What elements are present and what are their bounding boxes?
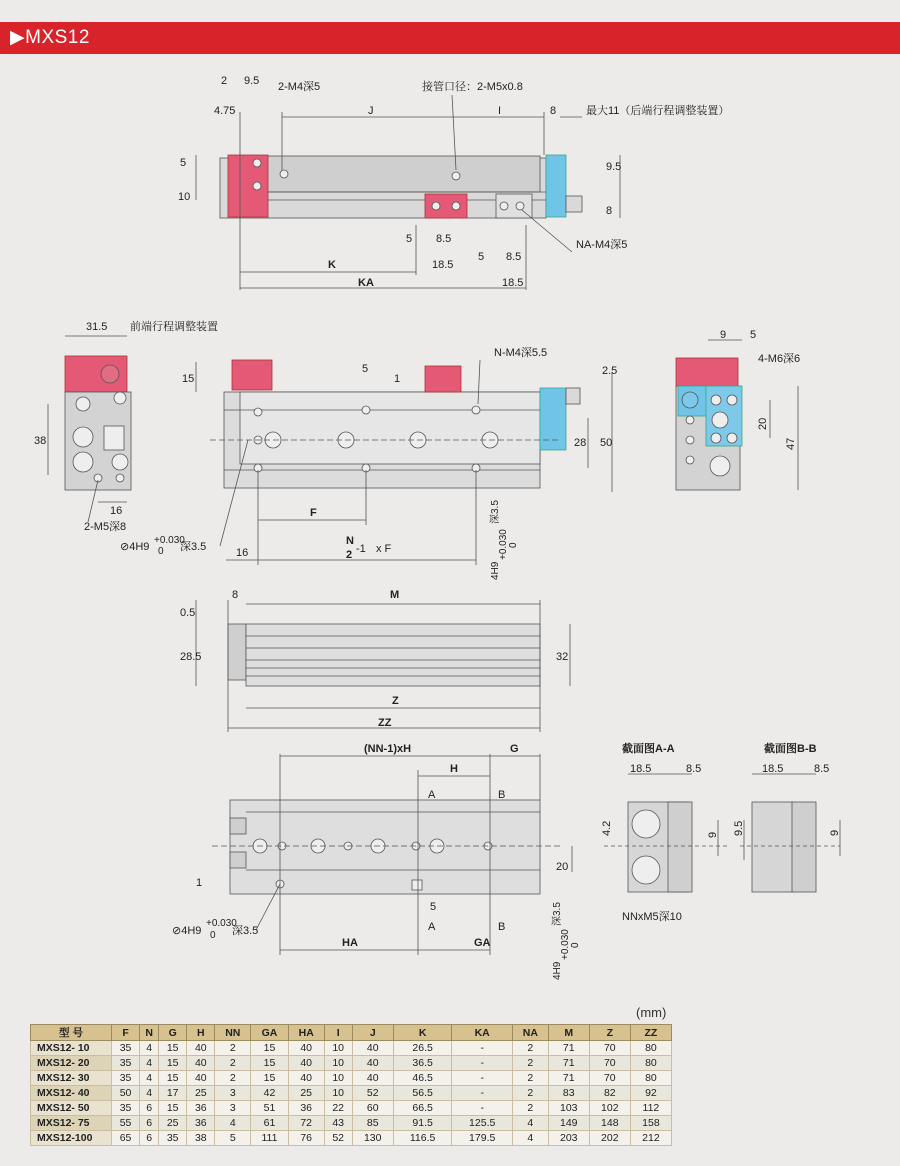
spec-value-cell: 35 bbox=[112, 1056, 140, 1071]
spec-value-cell: 125.5 bbox=[452, 1116, 512, 1131]
spec-value-cell: 66.5 bbox=[393, 1101, 452, 1116]
dim-10-left: 10 bbox=[178, 191, 191, 203]
spec-value-cell: 6 bbox=[140, 1116, 159, 1131]
spec-header-cell: K bbox=[393, 1025, 452, 1041]
spec-value-cell: 40 bbox=[187, 1056, 215, 1071]
spec-header-cell: HA bbox=[288, 1025, 324, 1041]
dim-2: 2 bbox=[221, 75, 228, 87]
bottom-view bbox=[196, 600, 570, 732]
dim-28-5: 28.5 bbox=[180, 651, 202, 663]
sec-a-dim-9: 9 bbox=[707, 831, 719, 838]
dim-8-5-b: 8.5 bbox=[506, 251, 522, 263]
spec-value-cell: 149 bbox=[548, 1116, 589, 1131]
spec-value-cell: 92 bbox=[630, 1086, 671, 1101]
spec-value-cell: 103 bbox=[548, 1101, 589, 1116]
spec-value-cell: 15 bbox=[251, 1071, 289, 1086]
dim-nf-xf: x F bbox=[376, 543, 392, 555]
sec-b-dim-9: 9 bbox=[829, 829, 841, 836]
spec-value-cell: 10 bbox=[324, 1041, 352, 1056]
dim-9-5: 9.5 bbox=[244, 75, 260, 87]
spec-value-cell: 4 bbox=[215, 1116, 251, 1131]
dim-g: G bbox=[510, 743, 519, 755]
spec-value-cell: 35 bbox=[112, 1041, 140, 1056]
spec-header-cell: KA bbox=[452, 1025, 512, 1041]
note-4h9-v-lower: 4H9 bbox=[552, 961, 563, 980]
spec-value-cell: 17 bbox=[159, 1086, 187, 1101]
spec-value-cell: - bbox=[452, 1101, 512, 1116]
spec-value-cell: 40 bbox=[288, 1071, 324, 1086]
spec-value-cell: 4 bbox=[140, 1071, 159, 1086]
spec-table bbox=[30, 1024, 672, 1146]
table-row bbox=[31, 1116, 672, 1131]
spec-value-cell: 55 bbox=[112, 1116, 140, 1131]
spec-value-cell: 60 bbox=[352, 1101, 393, 1116]
dim-9-end: 9 bbox=[720, 329, 727, 341]
spec-value-cell: 15 bbox=[159, 1056, 187, 1071]
model-cell: MXS12- 75 bbox=[31, 1116, 112, 1131]
dim-38: 38 bbox=[34, 435, 47, 447]
spec-value-cell: 6 bbox=[140, 1131, 159, 1146]
mark-b-bottom: B bbox=[498, 921, 506, 933]
lower-view bbox=[212, 754, 572, 955]
note-tol: +0.030 bbox=[154, 535, 185, 546]
spec-header-cell: Z bbox=[589, 1025, 630, 1041]
spec-value-cell: 40 bbox=[352, 1056, 393, 1071]
dim-5-lower: 5 bbox=[430, 901, 437, 913]
spec-value-cell: 25 bbox=[288, 1086, 324, 1101]
spec-value-cell: 15 bbox=[251, 1041, 289, 1056]
dim-20-end: 20 bbox=[757, 417, 769, 430]
spec-value-cell: 70 bbox=[589, 1056, 630, 1071]
dim-15: 15 bbox=[182, 373, 195, 385]
dim-18-5-b: 18.5 bbox=[502, 277, 524, 289]
dim-50: 50 bbox=[600, 437, 613, 449]
dim-f: F bbox=[310, 507, 317, 519]
spec-table-body bbox=[31, 1041, 672, 1146]
dim-1-lower: 1 bbox=[196, 877, 203, 889]
spec-header-cell: J bbox=[352, 1025, 393, 1041]
spec-value-cell: 202 bbox=[589, 1131, 630, 1146]
spec-value-cell: 46.5 bbox=[393, 1071, 452, 1086]
spec-value-cell: 40 bbox=[187, 1041, 215, 1056]
spec-value-cell: 72 bbox=[288, 1116, 324, 1131]
spec-header-cell: M bbox=[548, 1025, 589, 1041]
mark-a-top: A bbox=[428, 789, 436, 801]
note-2-m4: 2-M4深5 bbox=[278, 81, 321, 93]
note-phi-4h9: ⊘4H9 bbox=[120, 541, 150, 553]
dim-5-side: 5 bbox=[362, 363, 369, 375]
spec-value-cell: 35 bbox=[112, 1071, 140, 1086]
spec-value-cell: 2 bbox=[512, 1041, 548, 1056]
spec-value-cell: 83 bbox=[548, 1086, 589, 1101]
spec-value-cell: 4 bbox=[512, 1131, 548, 1146]
mark-b-top: B bbox=[498, 789, 506, 801]
spec-value-cell: 80 bbox=[630, 1071, 671, 1086]
note-2-m5: 2-M5深8 bbox=[84, 521, 127, 533]
note-na-m4: NA-M4深5 bbox=[576, 239, 628, 251]
note-depth-v: 深3.5 bbox=[490, 500, 501, 524]
spec-header-cell: G bbox=[159, 1025, 187, 1041]
spec-value-cell: 91.5 bbox=[393, 1116, 452, 1131]
unit-label: (mm) bbox=[636, 1005, 667, 1020]
section-b-title: 截面图B-B bbox=[764, 743, 817, 755]
spec-value-cell: 3 bbox=[215, 1101, 251, 1116]
dim-28: 28 bbox=[574, 437, 587, 449]
model-cell: MXS12- 50 bbox=[31, 1101, 112, 1116]
spec-header-cell: 型 号 bbox=[31, 1025, 112, 1041]
dim-ga: GA bbox=[474, 937, 491, 949]
spec-value-cell: 10 bbox=[324, 1056, 352, 1071]
note-max11: 最大11（后端行程调整装置） bbox=[586, 105, 730, 117]
spec-value-cell: 158 bbox=[630, 1116, 671, 1131]
dim-18-5-a: 18.5 bbox=[432, 259, 454, 271]
spec-header-cell: N bbox=[140, 1025, 159, 1041]
spec-header-cell: NA bbox=[512, 1025, 548, 1041]
dim-16-left: 16 bbox=[110, 505, 123, 517]
spec-header-cell: I bbox=[324, 1025, 352, 1041]
spec-value-cell: 5 bbox=[215, 1131, 251, 1146]
spec-value-cell: 71 bbox=[548, 1056, 589, 1071]
dim-nf-minus: -1 bbox=[356, 543, 366, 555]
spec-value-cell: 70 bbox=[589, 1071, 630, 1086]
spec-value-cell: 26.5 bbox=[393, 1041, 452, 1056]
spec-value-cell: 2 bbox=[215, 1056, 251, 1071]
spec-value-cell: 130 bbox=[352, 1131, 393, 1146]
section-a-title: 截面图A-A bbox=[622, 743, 675, 755]
note-n-m4: N-M4深5.5 bbox=[494, 347, 548, 359]
dim-4-75: 4.75 bbox=[214, 105, 236, 117]
spec-value-cell: 203 bbox=[548, 1131, 589, 1146]
spec-value-cell: 71 bbox=[548, 1071, 589, 1086]
spec-value-cell: 51 bbox=[251, 1101, 289, 1116]
spec-value-cell: 10 bbox=[324, 1086, 352, 1101]
spec-value-cell: 4 bbox=[512, 1116, 548, 1131]
spec-value-cell: 38 bbox=[187, 1131, 215, 1146]
note-depth-lower: 深3.5 bbox=[232, 925, 259, 937]
dim-20-lower: 20 bbox=[556, 861, 569, 873]
spec-value-cell: 2 bbox=[512, 1056, 548, 1071]
note-tol-v: +0.030 bbox=[498, 529, 509, 560]
spec-header-cell: NN bbox=[215, 1025, 251, 1041]
dim-zz: ZZ bbox=[378, 717, 392, 729]
dim-16: 16 bbox=[236, 547, 249, 559]
spec-value-cell: 2 bbox=[215, 1071, 251, 1086]
spec-value-cell: 25 bbox=[159, 1116, 187, 1131]
spec-value-cell: 36 bbox=[187, 1116, 215, 1131]
spec-value-cell: 15 bbox=[251, 1056, 289, 1071]
table-row bbox=[31, 1086, 672, 1101]
note-zero-v-lower: 0 bbox=[570, 942, 581, 948]
spec-value-cell: 36.5 bbox=[393, 1056, 452, 1071]
spec-value-cell: 50 bbox=[112, 1086, 140, 1101]
sec-b-dim-8-5: 8.5 bbox=[814, 763, 830, 775]
model-cell: MXS12- 20 bbox=[31, 1056, 112, 1071]
dim-47: 47 bbox=[785, 437, 797, 450]
model-cell: MXS12- 40 bbox=[31, 1086, 112, 1101]
side-view-main bbox=[196, 360, 612, 565]
dim-j: J bbox=[368, 105, 374, 117]
spec-value-cell: 4 bbox=[140, 1056, 159, 1071]
dim-8-right: 8 bbox=[606, 205, 613, 217]
spec-value-cell: 212 bbox=[630, 1131, 671, 1146]
spec-value-cell: 4 bbox=[140, 1086, 159, 1101]
top-view-drawing bbox=[196, 95, 620, 290]
table-row bbox=[31, 1056, 672, 1071]
spec-value-cell: 116.5 bbox=[393, 1131, 452, 1146]
section-b-drawing bbox=[740, 774, 840, 892]
spec-value-cell: 25 bbox=[187, 1086, 215, 1101]
dim-ka: KA bbox=[358, 277, 374, 289]
spec-value-cell: 36 bbox=[187, 1101, 215, 1116]
spec-value-cell: 15 bbox=[159, 1071, 187, 1086]
spec-value-cell: 42 bbox=[251, 1086, 289, 1101]
spec-header-cell: GA bbox=[251, 1025, 289, 1041]
spec-value-cell: 71 bbox=[548, 1041, 589, 1056]
spec-value-cell: 52 bbox=[324, 1131, 352, 1146]
spec-value-cell: 40 bbox=[288, 1041, 324, 1056]
model-cell: MXS12- 30 bbox=[31, 1071, 112, 1086]
spec-table-header-row bbox=[31, 1025, 672, 1041]
spec-value-cell: 6 bbox=[140, 1101, 159, 1116]
note-depth: 深3.5 bbox=[180, 541, 207, 553]
dim-i: I bbox=[498, 105, 502, 117]
spec-value-cell: 80 bbox=[630, 1056, 671, 1071]
spec-value-cell: 65 bbox=[112, 1131, 140, 1146]
dim-z: Z bbox=[392, 695, 399, 707]
note-4-m6: 4-M6深6 bbox=[758, 353, 801, 365]
dim-5-end: 5 bbox=[750, 329, 757, 341]
dim-1-side: 1 bbox=[394, 373, 401, 385]
spec-value-cell: 40 bbox=[288, 1056, 324, 1071]
spec-value-cell: 82 bbox=[589, 1086, 630, 1101]
spec-value-cell: 85 bbox=[352, 1116, 393, 1131]
note-front-stroke: 前端行程调整装置 bbox=[130, 321, 218, 333]
spec-value-cell: 15 bbox=[159, 1041, 187, 1056]
sec-a-dim-8-5: 8.5 bbox=[686, 763, 702, 775]
note-phi-4h9-lower: ⊘4H9 bbox=[172, 925, 202, 937]
spec-header-cell: H bbox=[187, 1025, 215, 1041]
dim-nf-2: 2 bbox=[346, 549, 353, 561]
table-row bbox=[31, 1041, 672, 1056]
spec-value-cell: 22 bbox=[324, 1101, 352, 1116]
note-zero-v: 0 bbox=[508, 542, 519, 548]
dim-ha: HA bbox=[342, 937, 358, 949]
dim-32: 32 bbox=[556, 651, 569, 663]
dim-m: M bbox=[390, 589, 400, 601]
spec-value-cell: 56.5 bbox=[393, 1086, 452, 1101]
sec-a-dim-9-5: 9.5 bbox=[733, 820, 745, 836]
spec-value-cell: 179.5 bbox=[452, 1131, 512, 1146]
note-port: 接管口径：2-M5x0.8 bbox=[422, 81, 523, 93]
dim-8-top: 8 bbox=[550, 105, 557, 117]
dim-8-bottom: 8 bbox=[232, 589, 239, 601]
note-tol-v-lower: +0.030 bbox=[560, 929, 571, 960]
spec-value-cell: 15 bbox=[159, 1101, 187, 1116]
spec-value-cell: 10 bbox=[324, 1071, 352, 1086]
spec-value-cell: - bbox=[452, 1041, 512, 1056]
spec-value-cell: 2 bbox=[512, 1101, 548, 1116]
spec-value-cell: 102 bbox=[589, 1101, 630, 1116]
spec-header-cell: ZZ bbox=[630, 1025, 671, 1041]
spec-header-cell: F bbox=[112, 1025, 140, 1041]
spec-value-cell: 76 bbox=[288, 1131, 324, 1146]
spec-value-cell: 148 bbox=[589, 1116, 630, 1131]
note-depth-v-lower: 深3.5 bbox=[552, 902, 563, 926]
spec-value-cell: - bbox=[452, 1071, 512, 1086]
mark-a-bottom: A bbox=[428, 921, 436, 933]
sec-a-note: NNxM5深10 bbox=[622, 911, 682, 923]
note-tol-lower: +0.030 bbox=[206, 918, 237, 929]
spec-value-cell: 4 bbox=[140, 1041, 159, 1056]
page-title: ▶MXS12 bbox=[10, 27, 90, 48]
dim-2-5: 2.5 bbox=[602, 365, 618, 377]
spec-value-cell: 40 bbox=[352, 1041, 393, 1056]
dim-5-a: 5 bbox=[406, 233, 413, 245]
dim-9-5-right: 9.5 bbox=[606, 161, 622, 173]
section-a-drawing bbox=[604, 774, 744, 892]
spec-value-cell: 36 bbox=[288, 1101, 324, 1116]
spec-value-cell: - bbox=[452, 1086, 512, 1101]
spec-value-cell: 43 bbox=[324, 1116, 352, 1131]
spec-value-cell: 2 bbox=[215, 1041, 251, 1056]
spec-value-cell: 40 bbox=[187, 1071, 215, 1086]
spec-value-cell: 40 bbox=[352, 1071, 393, 1086]
side-end-view-left bbox=[48, 336, 131, 522]
table-row bbox=[31, 1101, 672, 1116]
spec-value-cell: 35 bbox=[112, 1101, 140, 1116]
spec-value-cell: 35 bbox=[159, 1131, 187, 1146]
note-zero: 0 bbox=[158, 546, 164, 557]
spec-value-cell: 61 bbox=[251, 1116, 289, 1131]
note-4h9-v: 4H9 bbox=[490, 561, 501, 580]
dim-8-5-a: 8.5 bbox=[436, 233, 452, 245]
spec-value-cell: 112 bbox=[630, 1101, 671, 1116]
dim-5-b: 5 bbox=[478, 251, 485, 263]
dim-h: H bbox=[450, 763, 458, 775]
dim-nn-h: (NN-1)xH bbox=[364, 743, 412, 755]
table-row bbox=[31, 1071, 672, 1086]
model-cell: MXS12-100 bbox=[31, 1131, 112, 1146]
spec-value-cell: 52 bbox=[352, 1086, 393, 1101]
sec-b-dim-18-5: 18.5 bbox=[762, 763, 784, 775]
spec-value-cell: 70 bbox=[589, 1041, 630, 1056]
dim-31-5: 31.5 bbox=[86, 321, 108, 333]
table-row bbox=[31, 1131, 672, 1146]
spec-value-cell: 111 bbox=[251, 1131, 289, 1146]
spec-value-cell: 3 bbox=[215, 1086, 251, 1101]
sec-a-dim-18-5: 18.5 bbox=[630, 763, 652, 775]
dim-k: K bbox=[328, 259, 336, 271]
dim-5-left: 5 bbox=[180, 157, 187, 169]
dim-nf-n: N bbox=[346, 535, 354, 547]
spec-value-cell: 2 bbox=[512, 1071, 548, 1086]
note-zero-lower: 0 bbox=[210, 930, 216, 941]
spec-value-cell: - bbox=[452, 1056, 512, 1071]
dim-0-5: 0.5 bbox=[180, 607, 196, 619]
sec-a-dim-4-2: 4.2 bbox=[601, 820, 613, 836]
spec-value-cell: 80 bbox=[630, 1041, 671, 1056]
model-cell: MXS12- 10 bbox=[31, 1041, 112, 1056]
spec-value-cell: 2 bbox=[512, 1086, 548, 1101]
